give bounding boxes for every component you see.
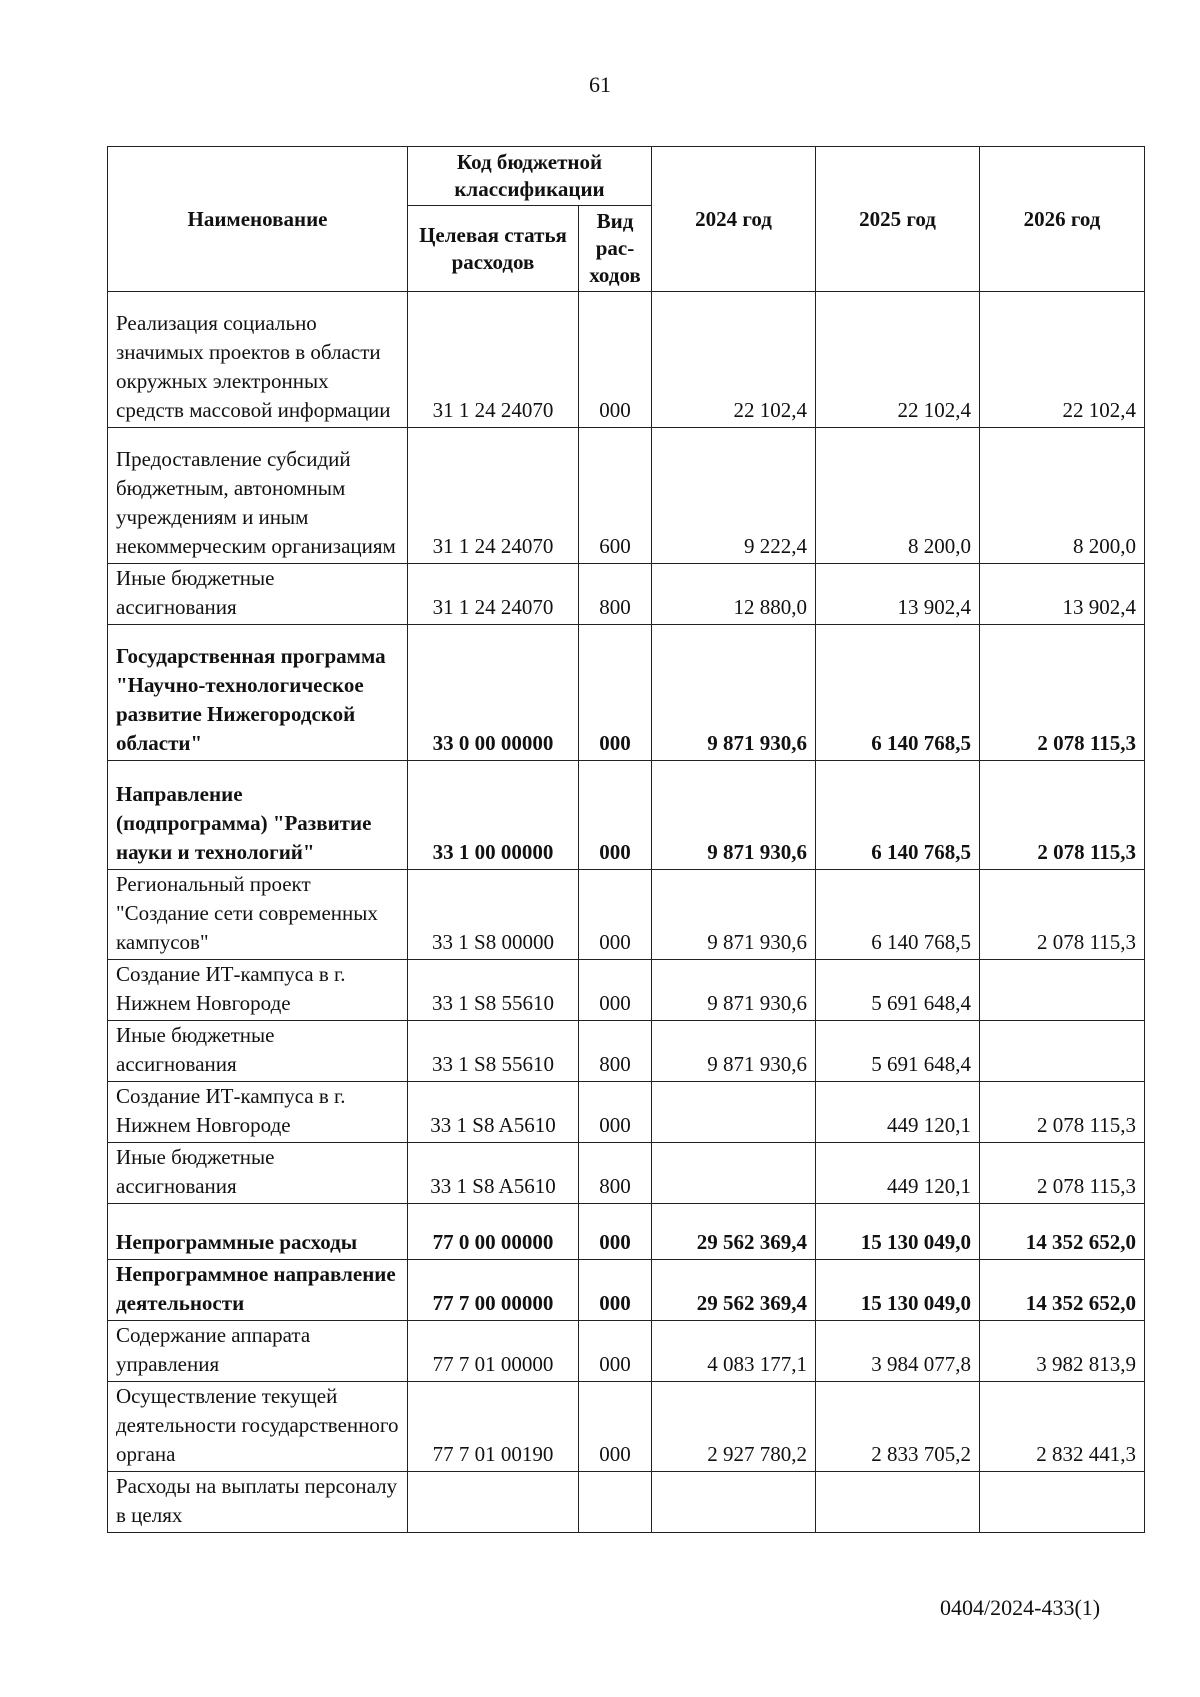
row-name: Создание ИТ-кампуса в г. Нижнем Новгороде	[108, 1082, 408, 1143]
row-target-code: 77 7 00 00000	[408, 1260, 579, 1321]
row-expense-type: 600	[579, 428, 652, 564]
row-value-2025: 6 140 768,5	[816, 761, 980, 870]
header-2024: 2024 год	[652, 147, 816, 292]
row-value-2024	[652, 1143, 816, 1204]
row-target-code: 31 1 24 24070	[408, 428, 579, 564]
row-value-2026: 22 102,4	[980, 292, 1145, 428]
row-value-2026: 2 832 441,3	[980, 1382, 1145, 1472]
row-target-code: 77 7 01 00000	[408, 1321, 579, 1382]
row-expense-type	[579, 1472, 652, 1533]
table-row	[108, 1143, 1145, 1204]
row-target-code: 33 1 S8 55610	[408, 960, 579, 1021]
row-value-2025: 6 140 768,5	[816, 870, 980, 960]
row-value-2025: 8 200,0	[816, 428, 980, 564]
header-target-article: Целевая статья расходов	[408, 206, 579, 292]
header-kbk: Код бюджетной классификации	[408, 147, 652, 206]
row-target-code: 33 1 S8 A5610	[408, 1082, 579, 1143]
row-value-2024: 9 222,4	[652, 428, 816, 564]
row-target-code: 33 1 00 00000	[408, 761, 579, 870]
row-value-2026: 2 078 115,3	[980, 870, 1145, 960]
row-target-code: 33 1 S8 A5610	[408, 1143, 579, 1204]
header-expense-type: Вид рас-ходов	[579, 206, 652, 292]
row-value-2026: 14 352 652,0	[980, 1260, 1145, 1321]
row-name: Направление (подпрограмма) "Развитие науки и технологий"	[108, 761, 408, 870]
row-value-2025: 15 130 049,0	[816, 1260, 980, 1321]
row-value-2025: 6 140 768,5	[816, 625, 980, 761]
row-expense-type: 000	[579, 292, 652, 428]
row-expense-type: 000	[579, 1204, 652, 1260]
row-expense-type: 000	[579, 625, 652, 761]
table-row	[108, 761, 1145, 870]
row-name: Расходы на выплаты персоналу в целях	[108, 1472, 408, 1533]
row-value-2025: 3 984 077,8	[816, 1321, 980, 1382]
table-row	[108, 1021, 1145, 1082]
row-value-2025: 5 691 648,4	[816, 960, 980, 1021]
row-name: Иные бюджетные ассигнования	[108, 1021, 408, 1082]
row-value-2024: 2 927 780,2	[652, 1382, 816, 1472]
row-value-2024: 22 102,4	[652, 292, 816, 428]
row-name: Реализация социально значимых проектов в области окружных электронных средств массовой информации	[108, 292, 408, 428]
row-value-2026: 3 982 813,9	[980, 1321, 1145, 1382]
row-target-code: 33 1 S8 00000	[408, 870, 579, 960]
row-expense-type: 000	[579, 870, 652, 960]
row-expense-type: 000	[579, 761, 652, 870]
row-value-2024: 29 562 369,4	[652, 1260, 816, 1321]
header-2026: 2026 год	[980, 147, 1145, 292]
row-value-2024: 29 562 369,4	[652, 1204, 816, 1260]
row-target-code: 33 1 S8 55610	[408, 1021, 579, 1082]
row-expense-type: 000	[579, 1260, 652, 1321]
row-target-code: 77 0 00 00000	[408, 1204, 579, 1260]
row-name: Иные бюджетные ассигнования	[108, 1143, 408, 1204]
row-value-2026: 2 078 115,3	[980, 625, 1145, 761]
table-row	[108, 1382, 1145, 1472]
row-expense-type: 800	[579, 564, 652, 625]
table-row	[108, 870, 1145, 960]
row-value-2025: 13 902,4	[816, 564, 980, 625]
row-value-2025: 2 833 705,2	[816, 1382, 980, 1472]
row-expense-type: 000	[579, 960, 652, 1021]
table-row	[108, 428, 1145, 564]
table-header	[108, 147, 1145, 292]
row-value-2026: 2 078 115,3	[980, 761, 1145, 870]
row-target-code: 31 1 24 24070	[408, 564, 579, 625]
table-row	[108, 960, 1145, 1021]
row-value-2024	[652, 1082, 816, 1143]
row-target-code: 31 1 24 24070	[408, 292, 579, 428]
row-value-2024: 9 871 930,6	[652, 1021, 816, 1082]
row-value-2026: 2 078 115,3	[980, 1082, 1145, 1143]
row-name: Содержание аппарата управления	[108, 1321, 408, 1382]
row-expense-type: 000	[579, 1382, 652, 1472]
row-value-2025: 449 120,1	[816, 1143, 980, 1204]
row-value-2025: 22 102,4	[816, 292, 980, 428]
row-name: Непрограммное направление деятельности	[108, 1260, 408, 1321]
row-name: Региональный проект "Создание сети современных кампусов"	[108, 870, 408, 960]
table-row	[108, 1204, 1145, 1260]
table-row	[108, 1260, 1145, 1321]
row-value-2026: 2 078 115,3	[980, 1143, 1145, 1204]
row-value-2026: 8 200,0	[980, 428, 1145, 564]
table-row	[108, 1082, 1145, 1143]
row-value-2024: 9 871 930,6	[652, 761, 816, 870]
row-value-2024: 12 880,0	[652, 564, 816, 625]
row-name: Государственная программа "Научно-технологическое развитие Нижегородской области"	[108, 625, 408, 761]
row-name: Иные бюджетные ассигнования	[108, 564, 408, 625]
table-row	[108, 292, 1145, 428]
row-expense-type: 800	[579, 1143, 652, 1204]
row-expense-type: 800	[579, 1021, 652, 1082]
row-expense-type: 000	[579, 1082, 652, 1143]
row-expense-type: 000	[579, 1321, 652, 1382]
row-name: Осуществление текущей деятельности государственного органа	[108, 1382, 408, 1472]
budget-table	[107, 146, 1145, 1533]
row-value-2024	[652, 1472, 816, 1533]
table-row	[108, 1321, 1145, 1382]
row-name: Предоставление субсидий бюджетным, автономным учреждениям и иным некоммерческим организациям	[108, 428, 408, 564]
row-value-2024: 4 083 177,1	[652, 1321, 816, 1382]
row-value-2026: 13 902,4	[980, 564, 1145, 625]
row-value-2026	[980, 960, 1145, 1021]
row-value-2026: 14 352 652,0	[980, 1204, 1145, 1260]
row-value-2024: 9 871 930,6	[652, 870, 816, 960]
header-name: Наименование	[108, 147, 408, 292]
row-name: Непрограммные расходы	[108, 1204, 408, 1260]
document-code: 0404/2024-433(1)	[940, 1595, 1101, 1620]
row-value-2025: 5 691 648,4	[816, 1021, 980, 1082]
row-value-2025: 449 120,1	[816, 1082, 980, 1143]
row-target-code: 77 7 01 00190	[408, 1382, 579, 1472]
row-value-2024: 9 871 930,6	[652, 960, 816, 1021]
table-row	[108, 564, 1145, 625]
row-target-code	[408, 1472, 579, 1533]
table-row	[108, 1472, 1145, 1533]
table-row	[108, 625, 1145, 761]
row-target-code: 33 0 00 00000	[408, 625, 579, 761]
page-number: 61	[589, 72, 611, 97]
row-name: Создание ИТ-кампуса в г. Нижнем Новгороде	[108, 960, 408, 1021]
header-2025: 2025 год	[816, 147, 980, 292]
row-value-2025	[816, 1472, 980, 1533]
row-value-2026	[980, 1021, 1145, 1082]
row-value-2024: 9 871 930,6	[652, 625, 816, 761]
table-body	[108, 292, 1145, 1533]
row-value-2026	[980, 1472, 1145, 1533]
row-value-2025: 15 130 049,0	[816, 1204, 980, 1260]
